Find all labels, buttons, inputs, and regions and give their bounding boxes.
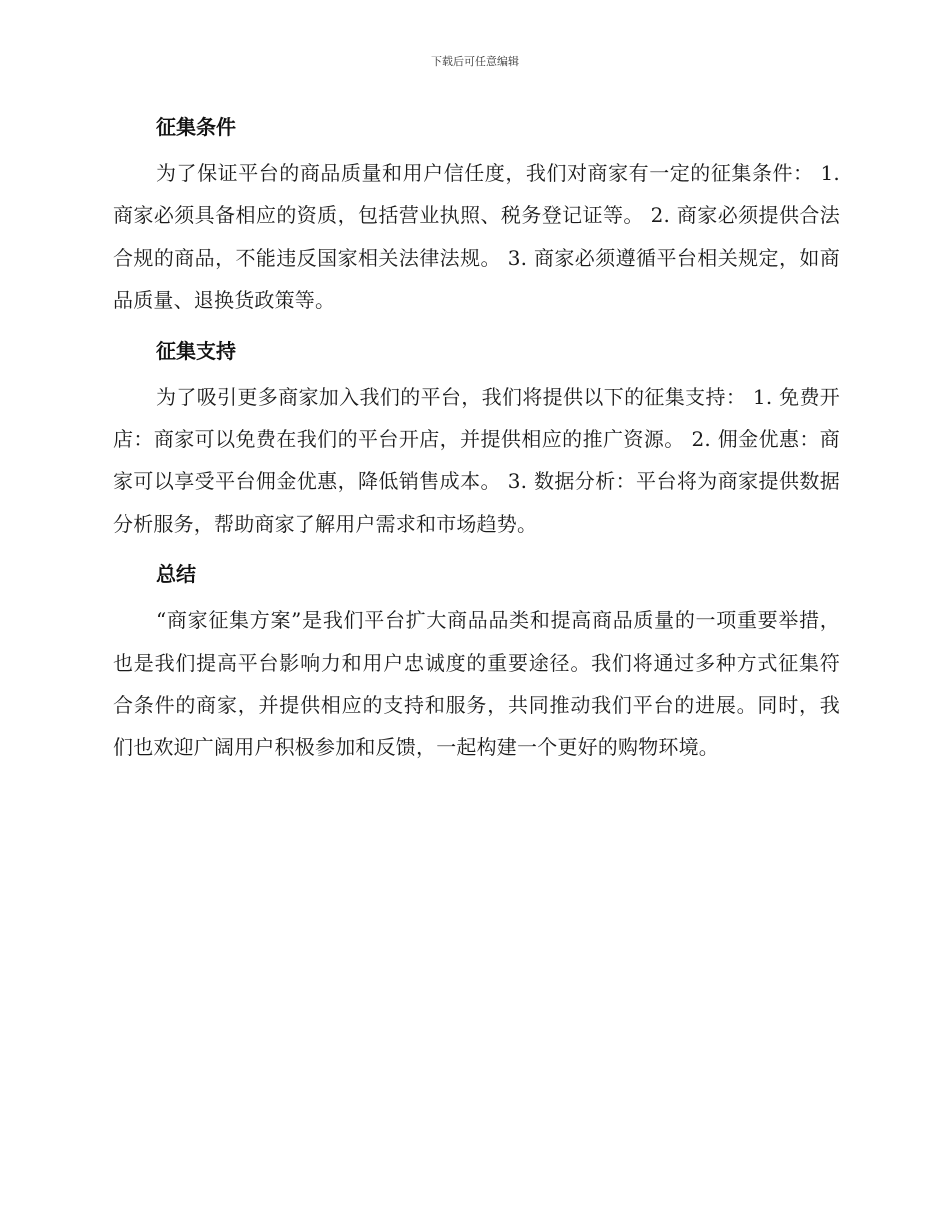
section-heading-summary: 总结 — [156, 562, 196, 587]
section-body-summary: “商家征集方案”是我们平台扩大商品品类和提高商品质量的一项重要举措，也是我们提高平台影响力和用户忠诚度的重要途径。我们将通过多种方式征集符合条件的商家，并提供相应的支持和服务，共同推动我们平台的进展。同时，我们也欢迎广阔用户积极参加和反馈，一起构建一个更好的购物环境。 — [113, 608, 840, 760]
page-header-note: 下载后可任意编辑 — [431, 55, 519, 68]
section-requirements — [113, 108, 840, 322]
section-support — [113, 332, 840, 546]
section-body-requirements: 为了保证平台的商品质量和用户信任度，我们对商家有一定的征集条件： 1. 商家必须具备相应的资质，包括营业执照、税务登记证等。 2. 商家必须提供合法合规的商品，不能违反国家相关法律法规。 3. 商家必须遵循平台相关规定，如商品质量、退换货政策等。 — [113, 161, 840, 313]
document-content — [113, 108, 840, 779]
section-body-support: 为了吸引更多商家加入我们的平台，我们将提供以下的征集支持： 1. 免费开店：商家可以免费在我们的平台开店，并提供相应的推广资源。 2. 佣金优惠：商家可以享受平台佣金优惠，降低销售成本。 3. 数据分析：平台将为商家提供数据分析服务，帮助商家了解用户需求和市场趋势。 — [113, 384, 840, 536]
section-heading-requirements: 征集条件 — [156, 115, 236, 139]
section-heading-support: 征集支持 — [156, 338, 236, 363]
section-summary — [113, 555, 840, 769]
